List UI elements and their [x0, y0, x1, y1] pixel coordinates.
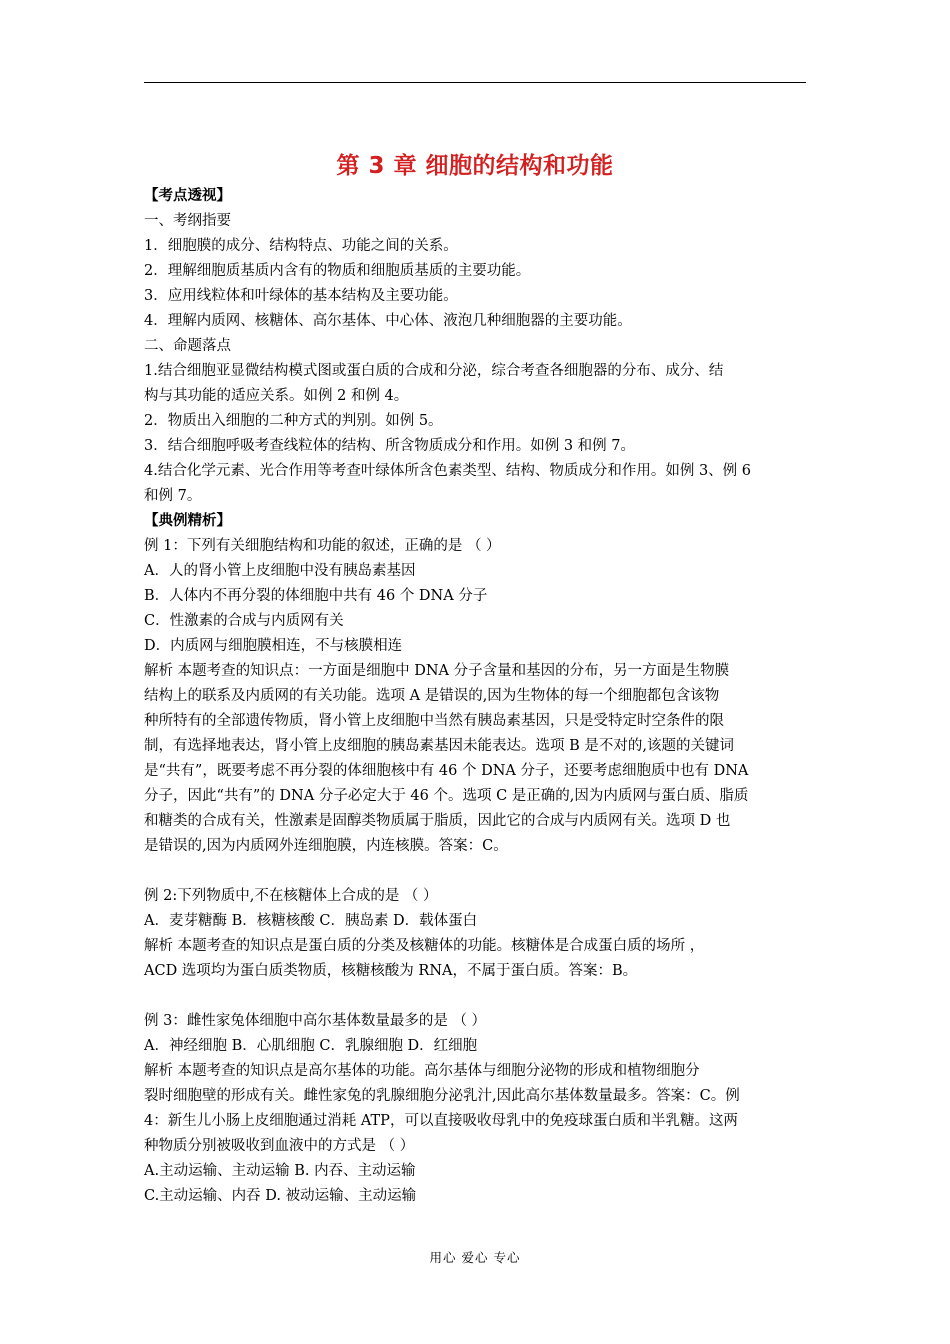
example1-option: D．内质网与细胞膜相连，不与核膜相连 [144, 638, 403, 654]
syllabus-item: 4．理解内质网、核糖体、高尔基体、中心体、液泡几种细胞器的主要功能。 [144, 313, 632, 329]
example1-option: C．性激素的合成与内质网有关 [144, 613, 344, 629]
example2-question: 例 2:下列物质中,不在核糖体上合成的是 （ ） [144, 888, 438, 904]
example1-analysis-line: 制，有选择地表达，肾小管上皮细胞的胰岛素基因未能表达。选项 B 是不对的,该题的关键词 [144, 738, 734, 754]
exam-point-line: 3．结合细胞呼吸考查线粒体的结构、所含物质成分和作用。如例 3 和例 7。 [144, 438, 636, 454]
example4-question-line: 4：新生儿小肠上皮细胞通过消耗 ATP，可以直接吸收母乳中的免疫球蛋白质和半乳糖。这两 [144, 1113, 738, 1129]
example3-analysis-line: 裂时细胞壁的形成有关。雌性家兔的乳腺细胞分泌乳汁,因此高尔基体数量最多。答案：C。例 [144, 1088, 740, 1104]
exam-point-line: 4.结合化学元素、光合作用等考查叶绿体所含色素类型、结构、物质成分和作用。如例 3、例 6 [144, 463, 751, 479]
example1-analysis-line: 是错误的,因为内质网外连细胞膜，内连核膜。答案：C。 [144, 838, 508, 854]
example3-options: A．神经细胞 B．心肌细胞 C．乳腺细胞 D．红细胞 [144, 1038, 478, 1054]
example1-option: B．人体内不再分裂的体细胞中共有 46 个 DNA 分子 [144, 588, 488, 604]
section-heading-key-points: 【考点透视】 [144, 188, 231, 204]
section-heading-examples: 【典例精析】 [144, 513, 231, 529]
example1-analysis-line: 解析 本题考查的知识点：一方面是细胞中 DNA 分子含量和基因的分布，另一方面是生物膜 [144, 663, 730, 679]
example3-question: 例 3：雌性家兔体细胞中高尔基体数量最多的是 （ ） [144, 1013, 487, 1029]
example1-analysis-line: 和糖类的合成有关，性激素是固醇类物质属于脂质，因此它的合成与内质网有关。选项 D 也 [144, 813, 731, 829]
example4-options: C.主动运输、内吞 D. 被动运输、主动运输 [144, 1188, 417, 1204]
example2-options: A．麦芽糖酶 B．核糖核酸 C．胰岛素 D．载体蛋白 [144, 913, 478, 929]
document-body [144, 184, 810, 1209]
example1-question: 例 1：下列有关细胞结构和功能的叙述，正确的是 （ ） [144, 538, 501, 554]
example2-analysis-line: 解析 本题考查的知识点是蛋白质的分类及核糖体的功能。核糖体是合成蛋白质的场所 ， [144, 938, 705, 954]
example3-analysis-line: 解析 本题考查的知识点是高尔基体的功能。高尔基体与细胞分泌物的形成和植物细胞分 [144, 1063, 700, 1079]
syllabus-item: 2．理解细胞质基质内含有的物质和细胞质基质的主要功能。 [144, 263, 531, 279]
paragraph-gap [144, 984, 810, 1009]
example1-analysis-line: 分子，因此“共有”的 DNA 分子必定大于 46 个。选项 C 是正确的,因为内质网与蛋白质、脂质 [144, 788, 749, 804]
example1-analysis-line: 是“共有”，既要考虑不再分裂的体细胞核中有 46 个 DNA 分子，还要考虑细胞质中也有 DNA [144, 763, 749, 779]
subheading-exam-points: 二、命题落点 [144, 338, 231, 354]
exam-point-line: 1.结合细胞亚显微结构模式图或蛋白质的合成和分泌，综合考查各细胞器的分布、成分、结 [144, 363, 724, 379]
syllabus-item: 1．细胞膜的成分、结构特点、功能之间的关系。 [144, 238, 458, 254]
exam-point-line: 构与其功能的适应关系。如例 2 和例 4。 [144, 388, 409, 404]
page-footer: 用心 爱心 专心 [429, 1250, 521, 1265]
example2-analysis-line: ACD 选项均为蛋白质类物质，核糖核酸为 RNA，不属于蛋白质。答案：B。 [144, 963, 638, 979]
example1-analysis-line: 种所特有的全部遗传物质，肾小管上皮细胞中当然有胰岛素基因，只是受特定时空条件的限 [144, 713, 724, 729]
page-title: 第 3 章 细胞的结构和功能 [336, 153, 614, 179]
example1-analysis-line: 结构上的联系及内质网的有关功能。选项 A 是错误的,因为生物体的每一个细胞都包含该物 [144, 688, 720, 704]
syllabus-item: 3．应用线粒体和叶绿体的基本结构及主要功能。 [144, 288, 458, 304]
example4-options: A.主动运输、主动运输 B. 内吞、主动运输 [144, 1163, 416, 1179]
example4-question-line: 种物质分别被吸收到血液中的方式是 （ ） [144, 1138, 415, 1154]
exam-point-line: 和例 7。 [144, 488, 202, 504]
subheading-syllabus: 一、考纲指要 [144, 213, 231, 229]
exam-point-line: 2．物质出入细胞的二种方式的判别。如例 5。 [144, 413, 443, 429]
header-rule [144, 82, 806, 83]
paragraph-gap [144, 859, 810, 884]
example1-option: A．人的肾小管上皮细胞中没有胰岛素基因 [144, 563, 416, 579]
